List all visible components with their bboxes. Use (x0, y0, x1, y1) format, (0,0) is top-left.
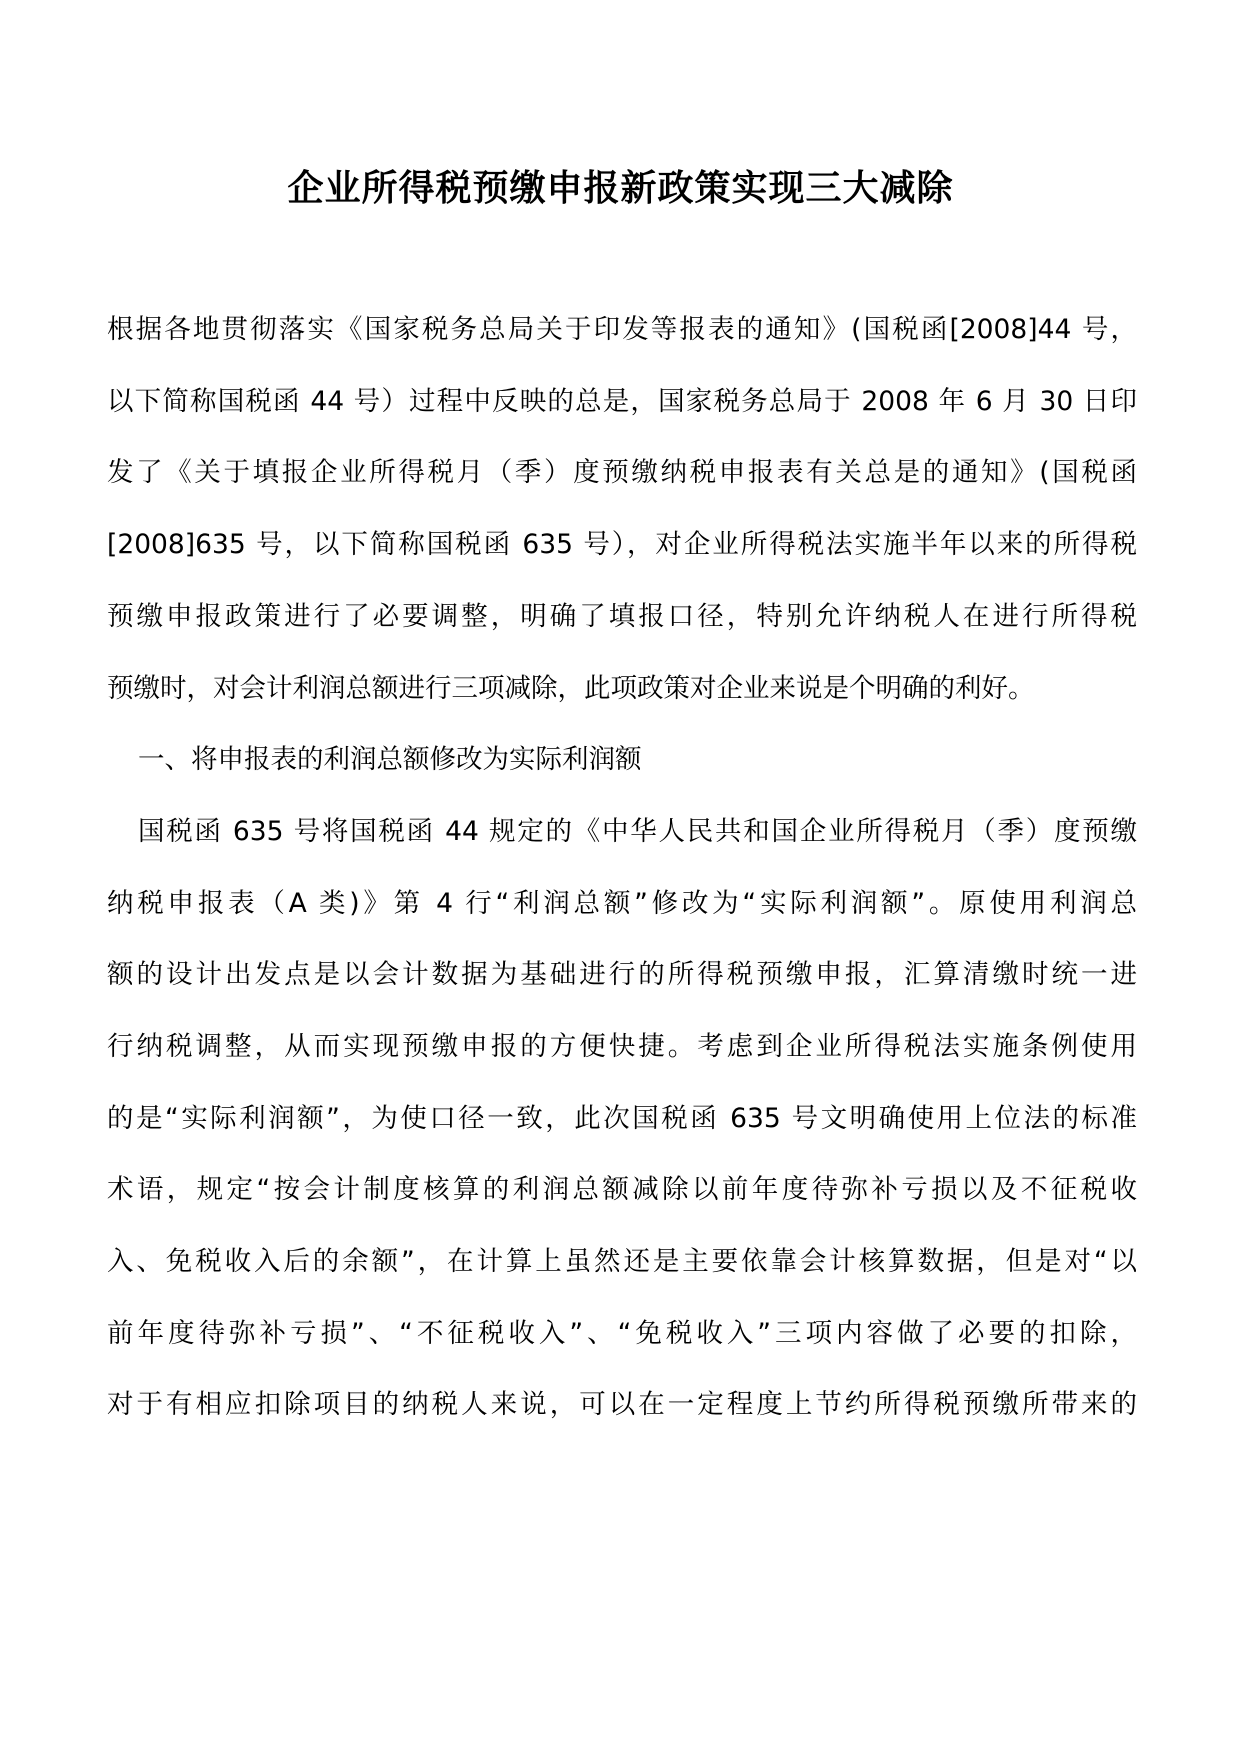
paragraph-1-line-5: 预缴申报政策进行了必要调整，明确了填报口径，特别允许纳税人在进行所得税 (107, 601, 1137, 632)
paragraph-1-line-3: 发了《关于填报企业所得税月（季）度预缴纳税申报表有关总是的通知》(国税函 (107, 457, 1137, 488)
paragraph-1-line-4: [2008]635 号，以下简称国税函 635 号），对企业所得税法实施半年以来的所得税 (107, 529, 1137, 560)
paragraph-2-line-4: 行纳税调整，从而实现预缴申报的方便快捷。考虑到企业所得税法实施条例使用 (107, 1031, 1137, 1062)
paragraph-2-line-8: 前年度待弥补亏损”、“不征税收入”、“免税收入”三项内容做了必要的扣除， (107, 1318, 1137, 1349)
paragraph-2-line-3: 额的设计出发点是以会计数据为基础进行的所得税预缴申报，汇算清缴时统一进 (107, 959, 1137, 990)
section-heading-1: 一、将申报表的利润总额修改为实际利润额 (138, 744, 642, 775)
paragraph-1-line-1: 根据各地贯彻落实《国家税务总局关于印发等报表的通知》(国税函[2008]44 号， (107, 314, 1137, 345)
paragraph-2-line-6: 术语，规定“按会计制度核算的利润总额减除以前年度待弥补亏损以及不征税收 (107, 1174, 1137, 1205)
paragraph-2-line-1: 国税函 635 号将国税函 44 规定的《中华人民共和国企业所得税月（季）度预缴 (138, 816, 1137, 847)
paragraph-1-line-2: 以下简称国税函 44 号）过程中反映的总是，国家税务总局于 2008 年 6 月 30 日印 (107, 386, 1137, 417)
paragraph-1-line-6: 预缴时，对会计利润总额进行三项减除，此项政策对企业来说是个明确的利好。 (107, 673, 1035, 704)
document-title: 企业所得税预缴申报新政策实现三大减除 (287, 167, 954, 209)
paragraph-2-line-9: 对于有相应扣除项目的纳税人来说，可以在一定程度上节约所得税预缴所带来的 (107, 1389, 1137, 1420)
paragraph-2-line-7: 入、免税收入后的余额”，在计算上虽然还是主要依靠会计核算数据，但是对“以 (107, 1246, 1137, 1277)
paragraph-2-line-5: 的是“实际利润额”，为使口径一致，此次国税函 635 号文明确使用上位法的标准 (107, 1103, 1137, 1134)
paragraph-2-line-2: 纳税申报表（A 类)》第 4 行“利润总额”修改为“实际利润额”。原使用利润总 (107, 888, 1137, 919)
